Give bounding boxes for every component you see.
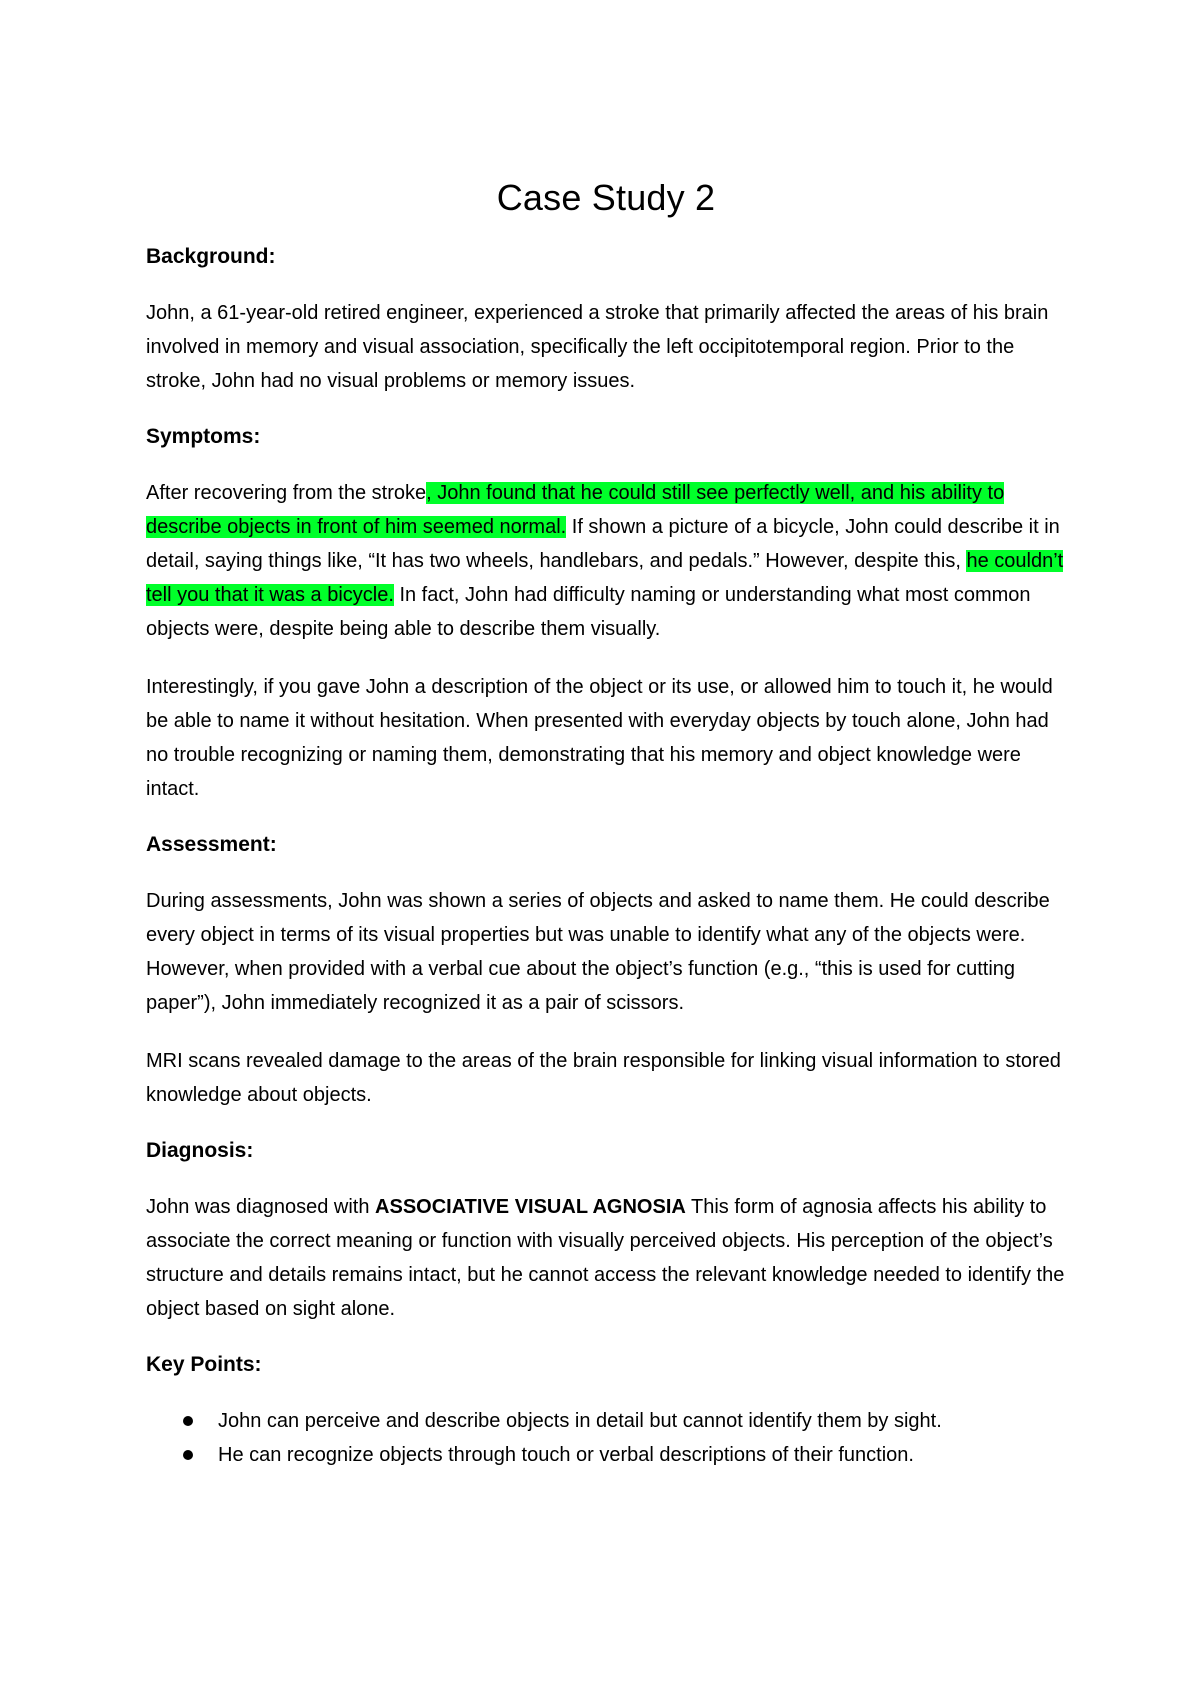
symptoms-heading: Symptoms: bbox=[146, 425, 261, 448]
highlighted-text-2: he couldn’t tell you that it was a bicycle. bbox=[146, 550, 1064, 606]
diagnosis-text-2: This form of agnosia affects his ability to associate the correct meaning or function with visually perceived objects. His perception of the object’s structure and details remains intact, but he cannot access the relevant knowledge needed to identify the object based on sight alone. bbox=[146, 1196, 1065, 1320]
document-title: Case Study 2 bbox=[496, 177, 716, 218]
assessment-paragraph-2: MRI scans revealed damage to the areas of the brain responsible for linking visual information to stored knowledge about objects. bbox=[146, 1050, 1061, 1106]
diagnosis-text-1: John was diagnosed with bbox=[146, 1196, 376, 1218]
diagnosis-paragraph bbox=[146, 1190, 1066, 1326]
key-point-item: John can perceive and describe objects in detail but cannot identify them by sight. bbox=[146, 1404, 1066, 1438]
key-points-heading: Key Points: bbox=[146, 1353, 262, 1376]
document-page bbox=[146, 176, 1066, 1472]
symptoms-text-2: If shown a picture of a bicycle, John could describe it in detail, saying things like, “It has two wheels, handlebars, and pedals.” However, despite this, bbox=[146, 516, 1060, 572]
key-point-item: He can recognize objects through touch or verbal descriptions of their function. bbox=[146, 1438, 1066, 1472]
diagnosis-term: ASSOCIATIVE VISUAL AGNOSIA bbox=[375, 1196, 686, 1218]
assessment-heading: Assessment: bbox=[146, 833, 277, 856]
diagnosis-heading: Diagnosis: bbox=[146, 1139, 254, 1162]
background-heading: Background: bbox=[146, 245, 276, 268]
assessment-paragraph-1: During assessments, John was shown a series of objects and asked to name them. He could describe every object in terms of its visual properties but was unable to identify what any of the objects were. However, when provided with a verbal cue about the object’s function (e.g., “this is used for cutting paper”), John immediately recognized it as a pair of scissors. bbox=[146, 890, 1050, 1014]
key-points-list bbox=[146, 1404, 1066, 1472]
highlighted-text-1: , John found that he could still see perfectly well, and his ability to describe objects in front of him seemed normal. bbox=[146, 482, 1005, 538]
symptoms-paragraph-1 bbox=[146, 476, 1066, 646]
symptoms-paragraph-2: Interestingly, if you gave John a description of the object or its use, or allowed him to touch it, he would be able to name it without hesitation. When presented with everyday objects by touch alone, John had no trouble recognizing or naming them, demonstrating that his memory and object knowledge were intact. bbox=[146, 676, 1053, 800]
symptoms-text-3: In fact, John had difficulty naming or understanding what most common objects were, despite being able to describe them visually. bbox=[146, 584, 1031, 640]
symptoms-text-1: After recovering from the stroke bbox=[146, 482, 427, 504]
background-paragraph: John, a 61-year-old retired engineer, experienced a stroke that primarily affected the areas of his brain involved in memory and visual association, specifically the left occipitotemporal region. Prior to the stroke, John had no visual problems or memory issues. bbox=[146, 302, 1049, 392]
